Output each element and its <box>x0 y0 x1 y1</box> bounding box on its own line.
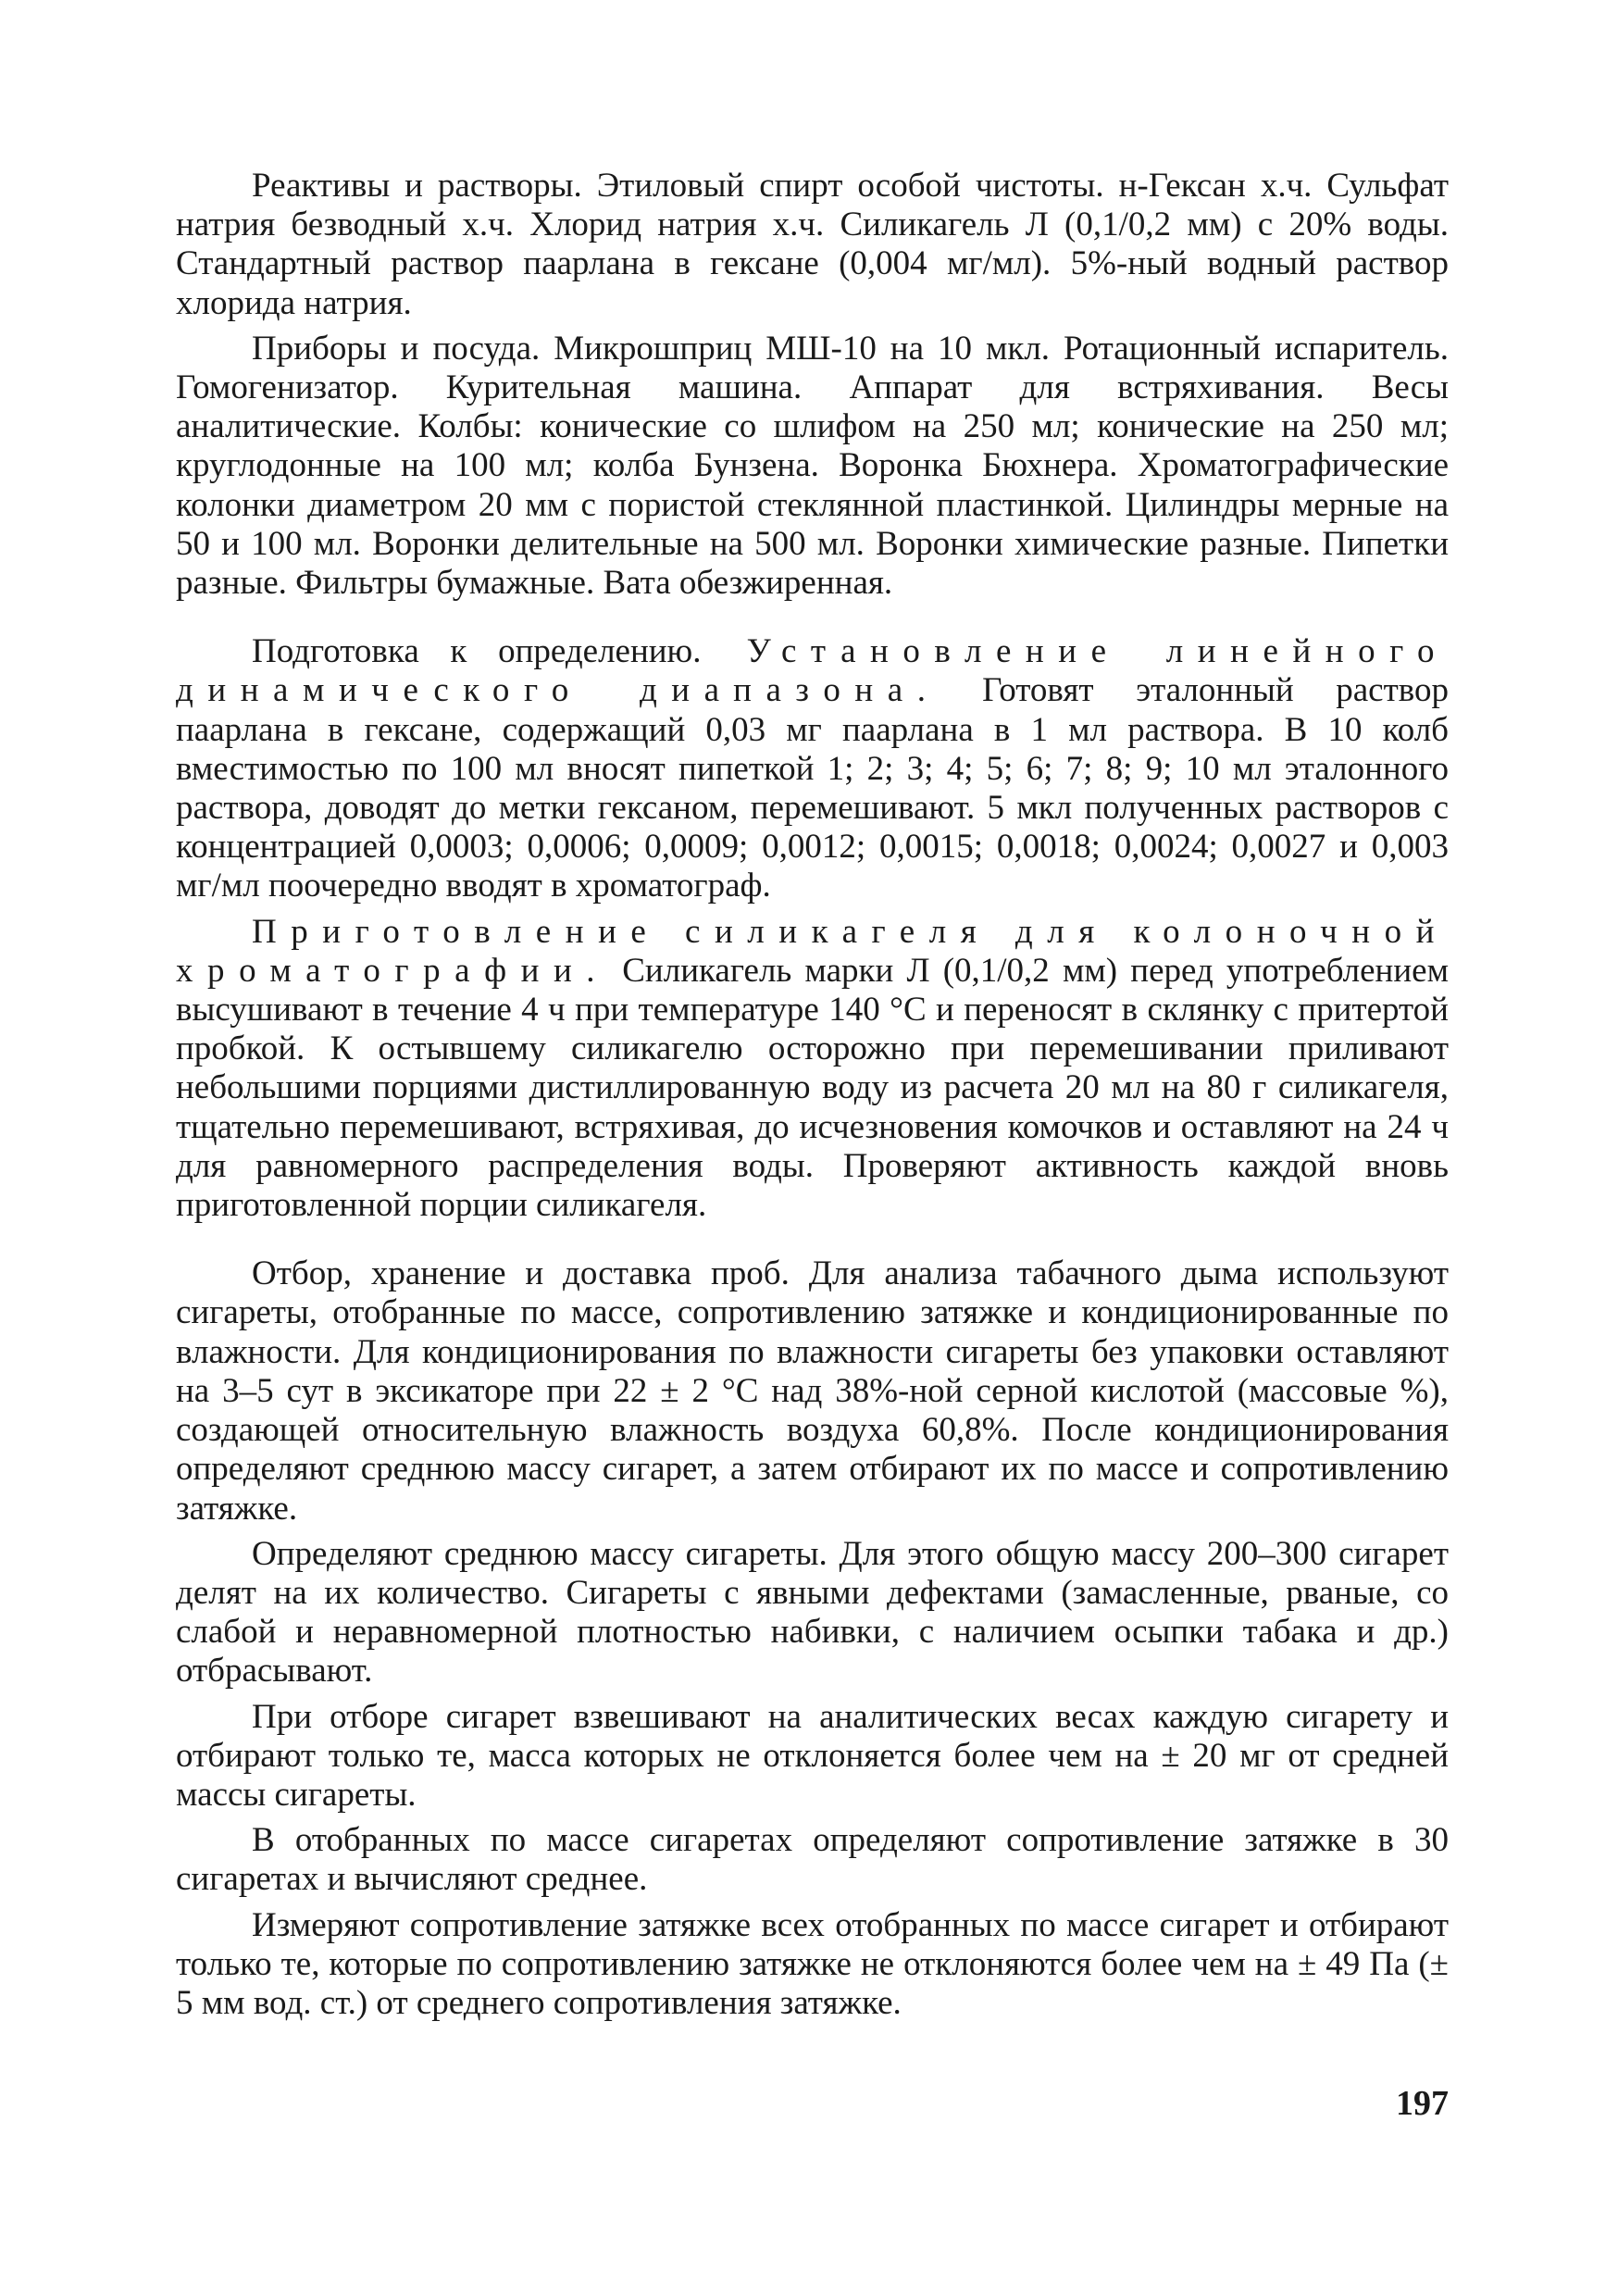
paragraph-text: В отобранных по массе сигаретах определяют сопротивление затяжке в 30 сигаретах и вычисляют среднее. <box>176 1821 1449 1899</box>
paragraph-resistance-all <box>176 1906 1449 2024</box>
paragraph-text: Определяют среднюю массу сигареты. Для этого общую массу 200–300 сигарет делят на их количество. Сигареты с явными дефектами (замасленные, рваные, со слабой и неравномерной плотностью набивки, с наличием осыпки табака и др.) отбрасывают. <box>176 1534 1449 1691</box>
paragraph-weighing <box>176 1698 1449 1816</box>
paragraph-resistance-30 <box>176 1821 1449 1899</box>
page-body <box>176 167 1449 2023</box>
section-lead-equipment: Приборы и посуда. <box>252 329 541 368</box>
paragraph-sampling <box>176 1254 1449 1528</box>
paragraph-text: Этиловый спирт особой чистоты. н-Гексан х.ч. Сульфат натрия безводный х.ч. Хлорид натрия х.ч. Силикагель Л (0,1/0,2 мм) с 20% воды. Стандартный раствор паарлана в гексане (0,004 мг/мл). 5%-ный водный раствор хлорида натрия. <box>176 167 1449 322</box>
subsection-title-linear-range: Установление линейного динамического диапазона. <box>176 632 1449 710</box>
paragraph-reagents <box>176 167 1449 323</box>
section-lead-reagents: Реактивы и растворы. <box>252 167 582 205</box>
subsection-title-silica: Приготовление силикагеля для колоночной хроматографии. <box>176 912 1449 990</box>
paragraph-equipment <box>176 330 1449 603</box>
paragraph-silica-prep <box>176 913 1449 1226</box>
paragraph-mean-mass <box>176 1535 1449 1691</box>
paragraph-text: Для анализа табачного дыма используют сигареты, отобранные по массе, сопротивлению затяжке и кондиционированные по влажности. Для кондиционирования по влажности сигареты без упаковки оставляют на 3–5 сут в эксикаторе при 22 ± 2 °С над 38%-ной серной кислотой (массовые %), создающей относительную влажность воздуха 60,8%. После кондиционирования определяют среднюю массу сигарет, а затем отбирают их по массе и сопротивлению затяжке. <box>176 1254 1449 1528</box>
page-number: 197 <box>1396 2084 1449 2123</box>
paragraph-text: Силикагель марки Л (0,1/0,2 мм) перед употреблением высушивают в течение 4 ч при температуре 140 °С и переносят в склянку с притертой пробкой. К остывшему силикагелю осторожно при перемешивании приливают небольшими порциями дистиллированную воду из расчета 20 мл на 80 г силикагеля, тщательно перемешивают, встряхивая, до исчезновения комочков и оставляют на 24 ч для равномерного распределения воды. Проверяют активность каждой вновь приготовленной порции силикагеля. <box>176 951 1449 1225</box>
paragraph-text: Измеряют сопротивление затяжке всех отобранных по массе сигарет и отбирают только те, которые по сопротивлению затяжке не отклоняются более чем на ± 49 Па (± 5 мм вод. ст.) от среднего сопротивления затяжке. <box>176 1905 1449 2022</box>
paragraph-preparation <box>176 632 1449 905</box>
paragraph-text: Микрошприц МШ-10 на 10 мкл. Ротационный испаритель. Гомогенизатор. Курительная машина. Аппарат для встряхивания. Весы аналитические. Колбы: конические со шлифом на 250 мл; конические на 250 мл; круглодонные на 100 мл; колба Бунзена. Воронка Бюхнера. Хроматографические колонки диаметром 20 мм с пористой стеклянной пластинкой. Цилиндры мерные на 50 и 100 мл. Воронки делительные на 500 мл. Воронки химические разные. Пипетки разные. Фильтры бумажные. Вата обезжиренная. <box>176 329 1449 603</box>
section-lead-preparation: Подготовка к определению. <box>252 632 702 671</box>
paragraph-text: При отборе сигарет взвешивают на аналитических весах каждую сигарету и отбирают только те, масса которых не отклоняется более чем на ± 20 мг от средней массы сигареты. <box>176 1697 1449 1814</box>
paragraph-text: Готовят эталонный раствор паарлана в гексане, содержащий 0,03 мг паарлана в 1 мл раствора. В 10 колб вместимостью по 100 мл вносят пипеткой 1; 2; 3; 4; 5; 6; 7; 8; 9; 10 мл эталонного раствора, доводят до метки гексаном, перемешивают. 5 мкл полученных растворов с концентрацией 0,0003; 0,0006; 0,0009; 0,0012; 0,0015; 0,0018; 0,0024; 0,0027 и 0,003 мг/мл поочередно вводят в хроматограф. <box>176 671 1449 905</box>
section-lead-sampling: Отбор, хранение и доставка проб. <box>252 1254 790 1293</box>
